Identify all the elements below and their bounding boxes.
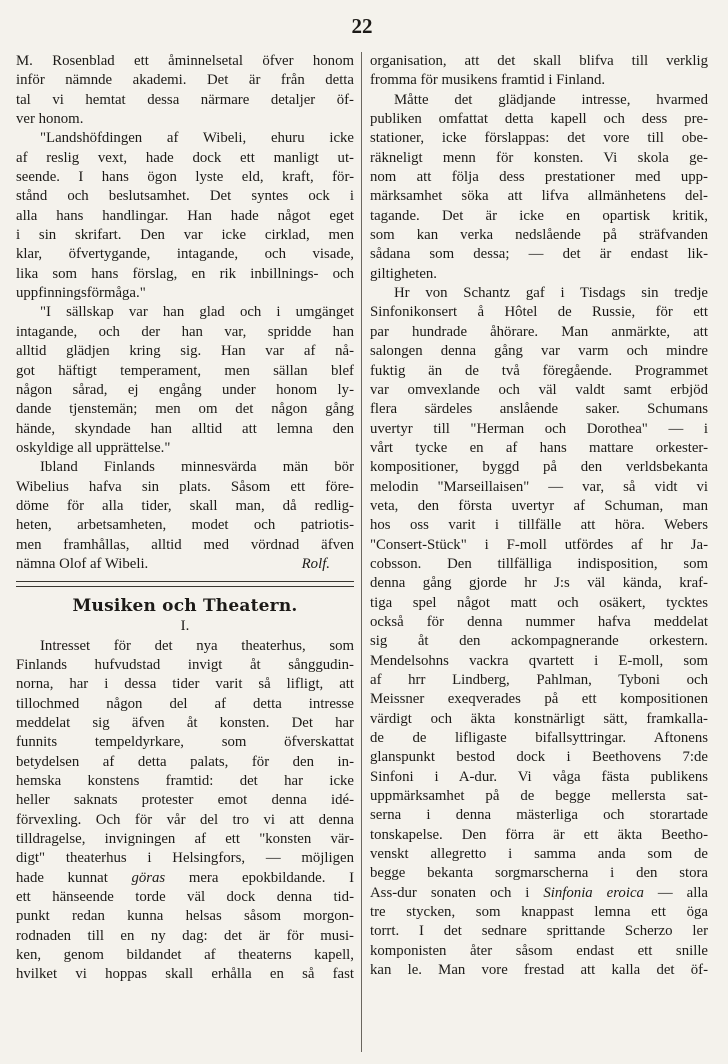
text-line: M. Rosenblad ett åminnelsetal öfver honom: [16, 53, 354, 69]
paragraph-interest: [370, 91, 708, 284]
text-line: fuktig än de två föregående. Programmet: [370, 362, 708, 379]
section-line: digt" theaterhus i Helsingfors, — möjligen: [16, 850, 354, 867]
text-line: intagande, och der han var, spridde han: [16, 323, 354, 340]
text-line: melodin "Marseillaisen" — var, så vidt vi: [370, 478, 708, 495]
text-line: heller saknats protester emot denna idé-: [16, 792, 354, 809]
text-line: serna i denna mästerliga och storartade: [370, 807, 708, 824]
text-line: salongen denna gång var varm och mindre: [370, 343, 708, 360]
text-line: got häftigt temperament, men sällan blef: [16, 362, 354, 379]
text-line: kan le. Man vore frestad att kalla det öf-: [370, 962, 708, 979]
text-line: hos oss varit i tillfälle att höra. Webers: [370, 517, 708, 534]
text-line: komponisten åter såsom endast ett snille: [370, 942, 708, 959]
text-line: vårt tycke en af hans mattare orkester-: [370, 439, 708, 456]
text-line: märksamhet söka att lifva allmänhetens del-: [370, 188, 708, 205]
text-line: tre stycken, som knappast lemna ett öga: [370, 904, 708, 921]
text-line: ken, genom bildandet af theaterns kapell,: [16, 947, 354, 964]
text-line: dande tjenstemän; men om det någon gång: [16, 401, 354, 418]
text-line: denna gång gjorde hr J:s väl kända, kraf-: [370, 575, 708, 592]
text-line: tillochmed någon del af detta intresse: [16, 695, 354, 712]
text-line: par hundrade åhörare. Man anmärkte, att: [370, 323, 708, 340]
text-line: funnits tempeldyrkare, som öfverskattat: [16, 734, 354, 751]
eroica-italic: Sinfonia eroica: [543, 884, 644, 901]
closing-last-line: nämna Olof af Wibeli. Rolf.: [16, 555, 354, 574]
closing-paragraph: [16, 458, 354, 555]
paragraph-concert: [370, 284, 708, 884]
text-line: glanspunkt bestod dock i Beethovens 7:de: [370, 749, 708, 766]
text-line: flera särdeles anslående saker. Schumans: [370, 401, 708, 418]
text-line: värdigt och äkta konstnärligt sätt, framkalla-: [370, 710, 708, 727]
text-line: också för denna nummer hafva meddelat: [370, 613, 708, 630]
section-divider: [16, 581, 354, 587]
section-line-goras: hade kunnat göras mera epokbildande. I: [16, 869, 354, 886]
text-line: hvilket vi hoppas skall erhålla en så fast: [16, 966, 354, 983]
text-line: heten, arbetsamheten, modet och patriotis-: [16, 517, 354, 534]
column-rule: [361, 52, 362, 1052]
text-line: tonskapelse. Den förra är ett äkta Beetho-: [370, 826, 708, 843]
text-line: Finlands hufvudstad invigt åt sånggudin-: [16, 656, 354, 673]
text-line: de de lifligaste bifallsyttringar. Aftonens: [370, 730, 708, 747]
section-number: I.: [180, 618, 190, 635]
section-paragraph: [16, 637, 354, 850]
text-line: Hr von Schantz gaf i Tisdags sin tredje: [394, 285, 708, 302]
text-line: någon sårad, ej engång under honom ly-: [16, 381, 354, 398]
goras-italic: göras: [131, 869, 166, 886]
text-line: Sinfoni i A-dur. Vi våga fästa publikens: [370, 768, 708, 785]
text-line: giltigheten.: [370, 265, 437, 282]
text-line: inför nämnde akademi. Det är från detta: [16, 72, 354, 89]
text-line: uppmärksamhet på de begge mellersta sat-: [370, 788, 708, 805]
text-line: alla hans handlingar. Han hade något eget: [16, 207, 354, 224]
section-paragraph-tail: [16, 888, 354, 985]
text-line: meddelat sig äfven åt konsten. Det har: [16, 715, 354, 731]
text-line: hände, skyndade han alltid att lemna den: [16, 420, 354, 437]
text-line: publiken omfattat detta kapell och dess pre-: [370, 111, 708, 128]
text-line: ver honom.: [16, 111, 84, 128]
text-line: tilldragelse, invigningen af ett "konsten vär-: [16, 831, 354, 848]
text-line: döme för alla tider, skall man, då redlig-: [16, 497, 354, 514]
text-line: var omvexlande och väl valdt samt erbjöd: [370, 381, 708, 398]
text-line: tal vi hemtat dessa närmare detaljer öf-: [16, 91, 354, 108]
text-line: ett hänseende torde väl dock denna tid-: [16, 889, 354, 906]
text-line: af reslig vext, hade dock ett manligt ut-: [16, 149, 354, 166]
text-line: klar, öfvertygande, intagande, och visade,: [16, 246, 354, 263]
page-number: 22: [351, 14, 373, 38]
paragraph-concert-tail: [370, 903, 708, 980]
left-column: [16, 52, 354, 985]
text-line: Intresset för det nya theaterhus, som: [40, 637, 354, 654]
text-line: "Landshöfdingen af Wibeli, ehuru icke: [40, 130, 354, 147]
paragraph-organisation: [370, 52, 708, 91]
text-line: norna, har i dessa tider varit så lifligt, att: [16, 676, 354, 693]
text-line: fromma för musikens framtid i Finland.: [370, 72, 606, 89]
text-line: oskyldige all upprättelse.": [16, 439, 171, 456]
text-line: torrt. I det sednare sprittande Scherzo ler: [370, 923, 708, 940]
text-line: cobsson. Den tillfälliga indisposition, som: [370, 555, 708, 572]
text-line: tagande. Det är icke en opartisk kritik,: [370, 207, 708, 224]
text-line: alltid glädjen kring sig. Han var af nå-: [16, 343, 354, 360]
text-line: venskt allegretto i samma anda som de: [370, 846, 708, 863]
text-line: tiga spel något matt och osäkert, tycktes: [370, 594, 708, 611]
text-line: uppfinningsförmåga.": [16, 285, 146, 302]
text-line: veta, den första uvertyr af Schuman, man: [370, 497, 708, 514]
text-line: Måtte det glädjande intresse, hvarmed: [394, 91, 708, 108]
text-line: räkneligt menn för konsten. Vi skola ge-: [370, 149, 708, 166]
text-line: rodnaden till en ny dag: det är för musi-: [16, 927, 354, 944]
text-line: stationer, icke förslappas: det vore till obe-: [370, 130, 708, 147]
text-line: stånd och beslutsamhet. Det syntes ock i: [16, 188, 354, 205]
text-line: af hrr Lindberg, Pahlman, Tyboni och: [370, 672, 708, 688]
text-line: sådana som dessa; — det är endast lik-: [370, 246, 708, 263]
text-line: kompositioner, byggd på den verldsbekanta: [370, 459, 708, 476]
text-line: Wibelius hafva sin plats. Såsom ett före-: [16, 478, 354, 495]
text-line: betydelsen af detta palats, för den in-: [16, 753, 354, 770]
text-line: "I sällskap var han glad och i umgänget: [40, 304, 354, 321]
text-line: uvertyr till "Herman och Dorothea" — i: [370, 420, 708, 437]
quote-paragraph-1: [16, 129, 354, 303]
text-line: hemska konstens framtid: det har icke: [16, 773, 354, 790]
section-title: Musiken och Theatern.: [72, 596, 298, 617]
text-line: förvexling. Och för vår del tro vi att denna: [16, 811, 354, 828]
quote-paragraph-2: [16, 303, 354, 458]
text-line: organisation, att det skall blifva till verklig: [370, 53, 708, 69]
text-line: seende. I hans ögon lyste eld, kraft, för-: [16, 169, 354, 186]
eroica-line: Ass-dur sonaten och i Sinfonia eroica — alla: [370, 884, 708, 901]
text-line: men framhållas, alltid med vördnad äfven: [16, 536, 354, 553]
signature: Rolf.: [301, 555, 330, 572]
intro-paragraph: [16, 52, 354, 129]
text-line: sig åt den ackompagnerande orkestern.: [370, 633, 708, 650]
text-line: som kan verka nedslående på sträfvanden: [370, 227, 708, 244]
text-line: Mendelsohns vackra qvartett i E-moll, som: [370, 652, 708, 669]
text-line: nom att följa dess prestationer med upp-: [370, 169, 708, 186]
text-line: begge bekanta sorgmarscherna i den stora: [370, 865, 708, 882]
text-line: punkt redan kunna helsas såsom morgon-: [16, 908, 354, 925]
text-line: "Consert-Stück" i F-moll utfördes af hr Ja-: [370, 536, 708, 553]
text-line: Meissner exeqverades på ett kompositionen: [370, 691, 708, 708]
text-line: lika som hans förslag, en rik inbillnings- och: [16, 265, 354, 282]
text-line: i sin skrifart. Den var icke cirklad, men: [16, 227, 354, 244]
right-column: [370, 52, 708, 981]
text-line: Sinfonikonsert å Hôtel de Russie, för ett: [370, 304, 708, 321]
text-line: Ibland Finlands minnesvärda män bör: [40, 459, 354, 476]
